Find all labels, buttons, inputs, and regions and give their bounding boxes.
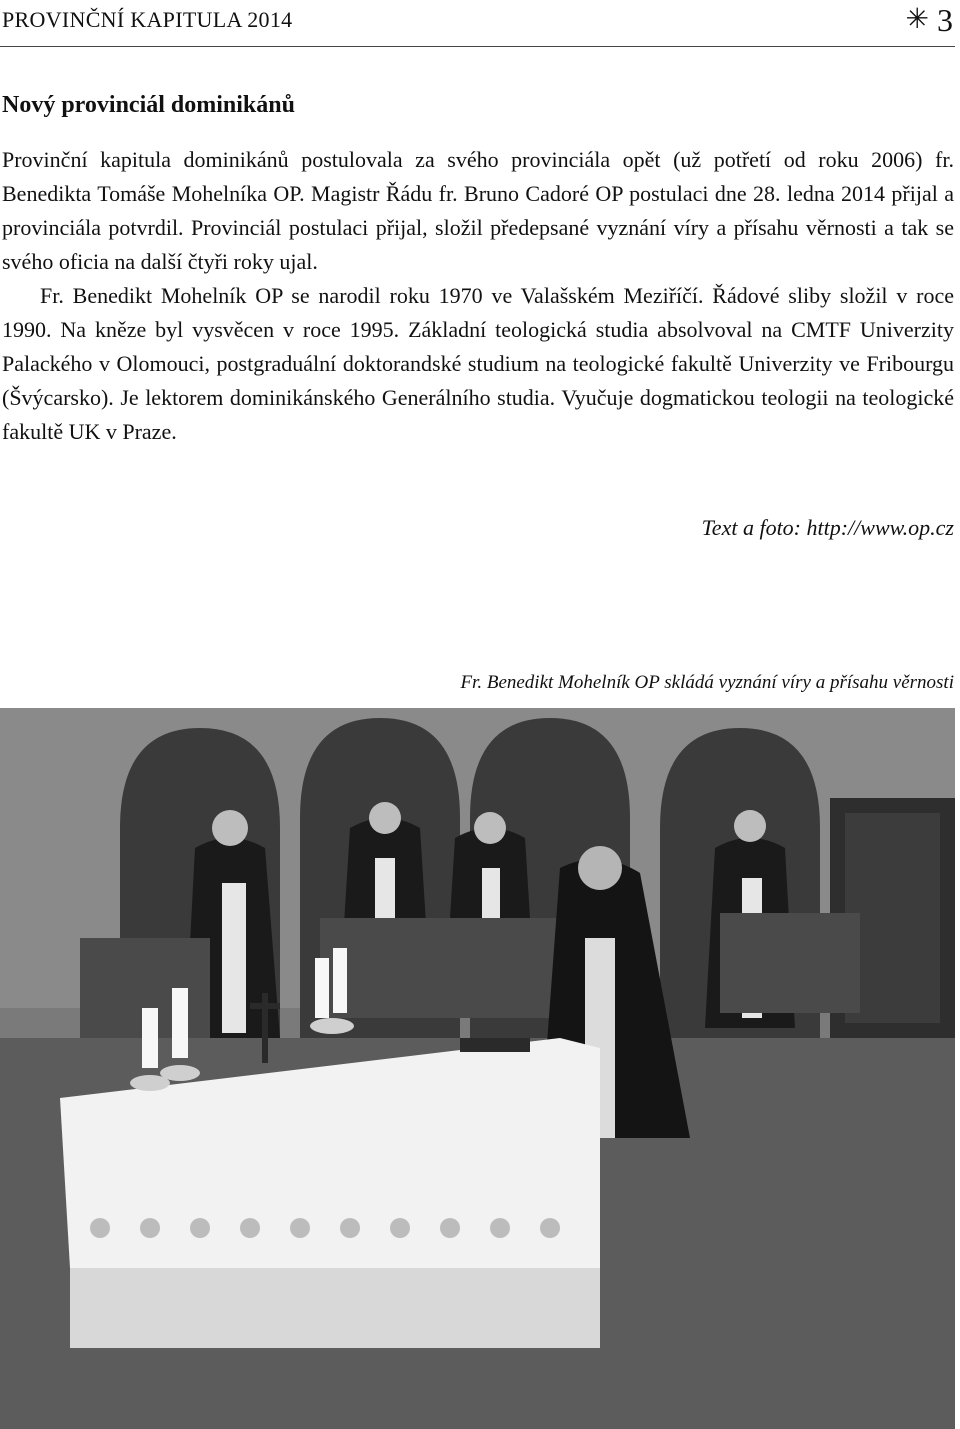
header-page-number-group [906, 0, 953, 40]
article-paragraph-1: Provinční kapitula dominikánů postulovala za svého provinciála opět (už potřetí od roku 2006) fr. Benedikta Tomáše Mohelníka OP. Magistr Řádu fr. Bruno Cadoré OP postulaci dne 28. ledna 2014 přijal a provinciála potvrdil. Provinciál postulaci přijal, složil předepsané vyznání víry a přísahu věrnosti a tak se svého oficia na další čtyři roky ujal. [2, 147, 954, 274]
article-credit: Text a foto: http://www.op.cz [701, 515, 954, 540]
photo-caption: Fr. Benedikt Mohelník OP skládá vyznání víry a přísahu věrnosti [460, 672, 954, 693]
header-title: PROVINČNÍ KAPITULA 2014 [2, 7, 293, 32]
article-body [2, 143, 954, 449]
page-header [0, 0, 955, 47]
page-number: 3 [937, 2, 953, 38]
asterisk-icon: ✳ [905, 4, 929, 35]
ceremony-photo [0, 708, 955, 1429]
article-title: Nový provinciál dominikánů [2, 92, 295, 118]
article-paragraph-2: Fr. Benedikt Mohelník OP se narodil roku 1970 ve Valašském Meziříčí. Řádové sliby složil v roce 1990. Na kněze byl vysvěcen v roce 1995. Základní teologická studia absolvoval na CMTF Univerzity Palackého v Olomouci, postgraduální doktorandské studium na teologické fakultě Univerzity ve Fribourgu (Švýcarsko). Je lektorem dominikánského Generálního studia. Vyučuje dogmatickou teologii na teologické fakultě UK v Praze. [2, 283, 954, 444]
